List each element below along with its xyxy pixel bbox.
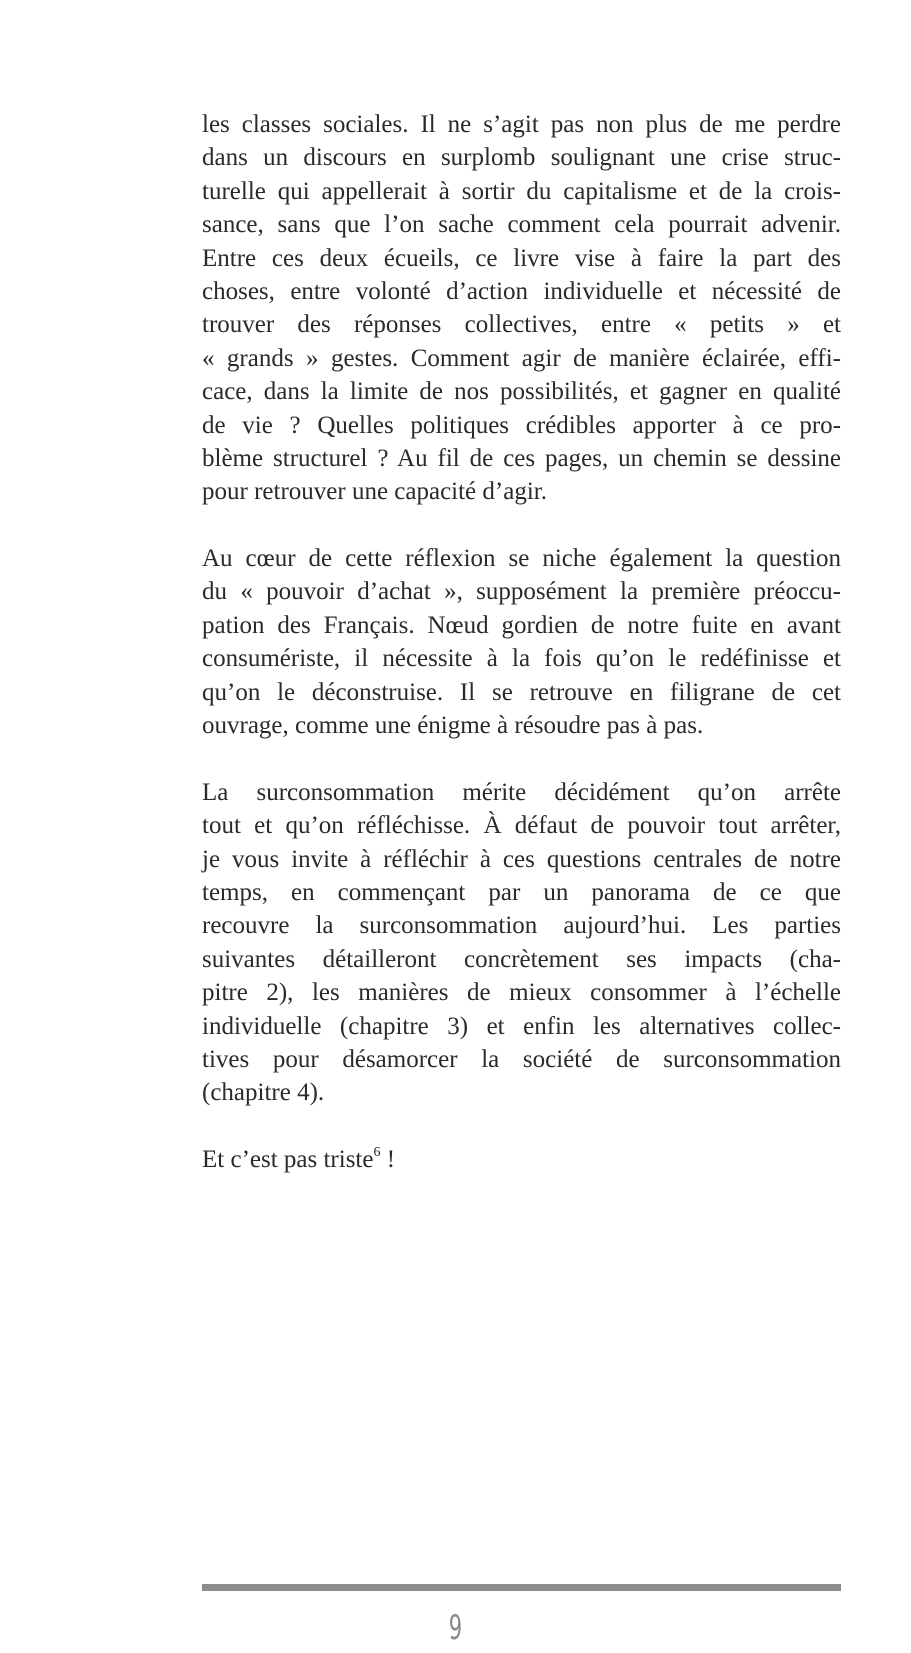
text-line: trouver des réponses collectives, entre « petits » et [202, 311, 841, 339]
text-line: (chapitre 4). [202, 1079, 325, 1107]
text-line: sance, sans que l’on sache comment cela pourrait advenir. [202, 211, 841, 239]
paragraph-1 [202, 108, 841, 509]
paragraph-spacer [202, 1110, 841, 1143]
closing-punctuation: ! [380, 1146, 396, 1174]
text-line: je vous invite à réfléchir à ces questions centrales de notre [202, 845, 841, 873]
paragraph-spacer [202, 509, 841, 542]
text-line: les classes sociales. Il ne s’agit pas non plus de me perdre [202, 111, 841, 138]
text-line: qu’on le déconstruise. Il se retrouve en filigrane de cet [202, 678, 841, 706]
text-line: temps, en commençant par un panorama de ce que [202, 878, 841, 906]
body-text [202, 108, 841, 1177]
text-line: ouvrage, comme une énigme à résoudre pas à pas. [202, 712, 704, 740]
text-line: Au cœur de cette réflexion se niche également la question [202, 545, 841, 573]
closing-text: Et c’est pas triste [202, 1146, 374, 1174]
text-line: turelle qui appellerait à sortir du capitalisme et de la crois- [202, 177, 841, 205]
text-line: pour retrouver une capacité d’agir. [202, 478, 547, 506]
text-line: consumériste, il nécessite à la fois qu’on le redéfinisse et [202, 645, 841, 673]
text-line: recouvre la surconsommation aujourd’hui. Les parties [202, 912, 841, 940]
text-line: du « pouvoir d’achat », supposément la première préoccu- [202, 578, 841, 606]
text-line: individuelle (chapitre 3) et enfin les alternatives collec- [202, 1012, 841, 1040]
text-line: La surconsommation mérite décidément qu’on arrête [202, 778, 841, 806]
text-line: suivantes détailleront concrètement ses impacts (cha- [202, 945, 841, 973]
text-line: cace, dans la limite de nos possibilités, et gagner en qualité [202, 378, 841, 406]
text-line: pation des Français. Nœud gordien de notre fuite en avant [202, 611, 841, 639]
page-number: 9 [448, 1608, 463, 1648]
text-line: pitre 2), les manières de mieux consommer à l’échelle [202, 979, 841, 1007]
paragraph-spacer [202, 742, 841, 775]
footer-rule [202, 1584, 841, 1591]
paragraph-2 [202, 542, 841, 742]
footnote-reference[interactable]: 6 [373, 1145, 381, 1161]
text-line: tout et qu’on réfléchisse. À défaut de pouvoir tout arrêter, [202, 812, 841, 840]
text-line: dans un discours en surplomb soulignant une crise struc- [202, 144, 841, 172]
closing-line [202, 1143, 841, 1176]
text-line: de vie ? Quelles politiques crédibles apporter à ce pro- [202, 411, 841, 439]
text-line: Entre ces deux écueils, ce livre vise à faire la part des [202, 244, 841, 272]
text-line: choses, entre volonté d’action individuelle et nécessité de [202, 277, 841, 305]
paragraph-3 [202, 776, 841, 1110]
text-line: « grands » gestes. Comment agir de manière éclairée, effi- [202, 344, 841, 372]
text-line: tives pour désamorcer la société de surconsommation [202, 1045, 841, 1073]
text-line: blème structurel ? Au fil de ces pages, un chemin se dessine [202, 444, 841, 472]
